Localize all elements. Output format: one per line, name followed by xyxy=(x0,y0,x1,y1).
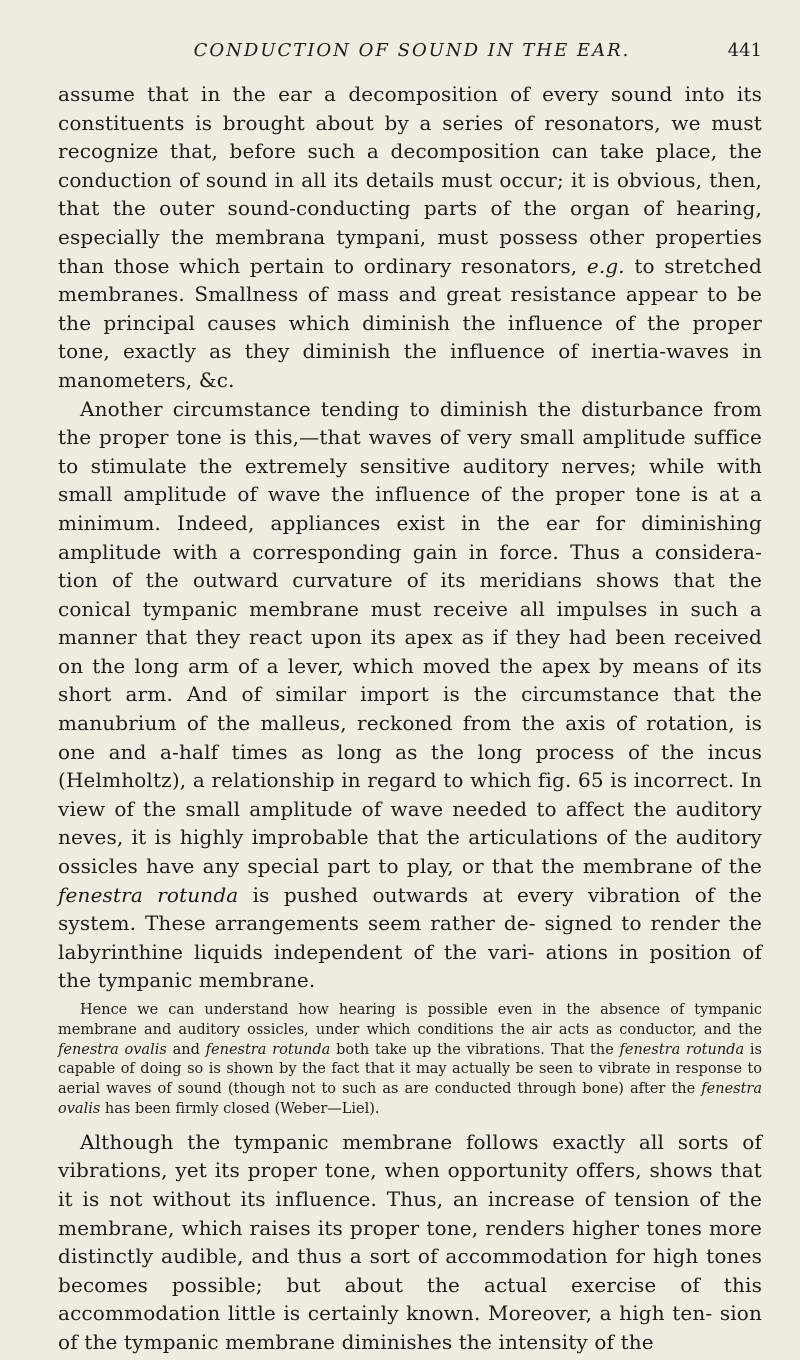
paragraph-1-text: assume that in the ear a decomposition of every sound into its constituents is brought about by a series of resonators, we must recognize that, before such a decomposition can take place, the conduction of sound in all its details must occur; it is obvious, then, that the outer sound-conducting parts of the organ of hearing, especially the membrana tympani, must possess other properties than those which pertain to ordinary resonators, xyxy=(58,82,762,278)
paragraph-1 xyxy=(58,80,762,395)
small-text-a: Hence we can understand how hearing is possible even in the absence of tympanic membrane and auditory ossicles, under which conditions the air acts as conductor, and the xyxy=(58,1002,762,1038)
running-title: CONDUCTION OF SOUND IN THE EAR. xyxy=(193,40,631,61)
paragraph-3: Although the tympanic membrane follows exactly all sorts of vibrations, yet its proper tone, when opportunity offers, shows that it is not without its influence. Thus, an increase of tension of the membrane, which raises its proper tone, renders higher tones more distinctly audible, and thus a sort of accommodation for high tones becomes possible; but about the actual exercise of this accommodation little is certainly known. Moreover, a high ten- sion of the tympanic membrane diminishes the intensity of the xyxy=(58,1129,762,1354)
paragraph-1-eg: e.g. xyxy=(586,253,625,278)
page-header xyxy=(62,40,762,70)
paragraph-1-end: to stretched membranes. Smallness of mass and great resistance appear to be the principal causes which diminish the influence of the proper tone, exactly as they diminish the influence of inertia-waves in manometers, &c. xyxy=(58,253,762,392)
paragraph-2-end: is pushed outwards at every vibration of the system. These arrangements seem rather de- signed to render the labyrinthine liquids independent of the vari- ations in position of the tympanic membrane. xyxy=(58,882,762,993)
page-number: 441 xyxy=(727,40,762,61)
small-fenestra-ovalis-2: fenestra ovalis xyxy=(58,1081,762,1117)
small-text-b: both take up the vibrations. That the xyxy=(336,1041,614,1058)
paragraph-2-text: Another circumstance tending to diminish the disturbance from the proper tone is this,—that waves of very small amplitude suffice to stimulate the extremely sensitive auditory nerves; while with small amplitude of wave the influence of the proper tone is at a minimum. Indeed, appliances exist in the ear for diminishing amplitude with a corresponding gain in force. Thus a considera- tion of the outward curvature of its meridians shows that the conical tympanic membrane must receive all impulses in such a manner that they react upon its apex as if they had been received on the long arm of a lever, which moved the apex by means of its short arm. And of similar import is the circumstance that the manubrium of the malleus, reckoned from the axis of rotation, is one and a-half times as long as the long process of the incus (Helmholtz), a relationship in regard to which fig. 65 is incorrect. In view of the small amplitude of wave needed to affect the auditory neves, it is highly improbable that the articulations of the auditory ossicles have any special part to play, or that the membrane of the xyxy=(58,396,762,879)
paragraph-2 xyxy=(58,395,762,995)
paragraph-2-fenestra: fenestra rotunda xyxy=(58,882,239,907)
page-body xyxy=(58,80,762,1357)
small-fenestra-ovalis: fenestra ovalis xyxy=(58,1041,167,1058)
small-text-c: is capable of doing so is shown by the fact that it may actually be seen to vibrate in response to aerial waves of sound (though not to such as are conducted through bone) after the xyxy=(58,1041,763,1098)
small-print-paragraph xyxy=(58,1001,762,1120)
small-text-d: has been firmly closed (Weber—Liel). xyxy=(104,1100,380,1117)
small-fenestra-rotunda-2: fenestra rotunda xyxy=(619,1041,745,1058)
small-fenestra-rotunda: fenestra rotunda xyxy=(205,1041,331,1058)
small-and: and xyxy=(172,1041,200,1058)
